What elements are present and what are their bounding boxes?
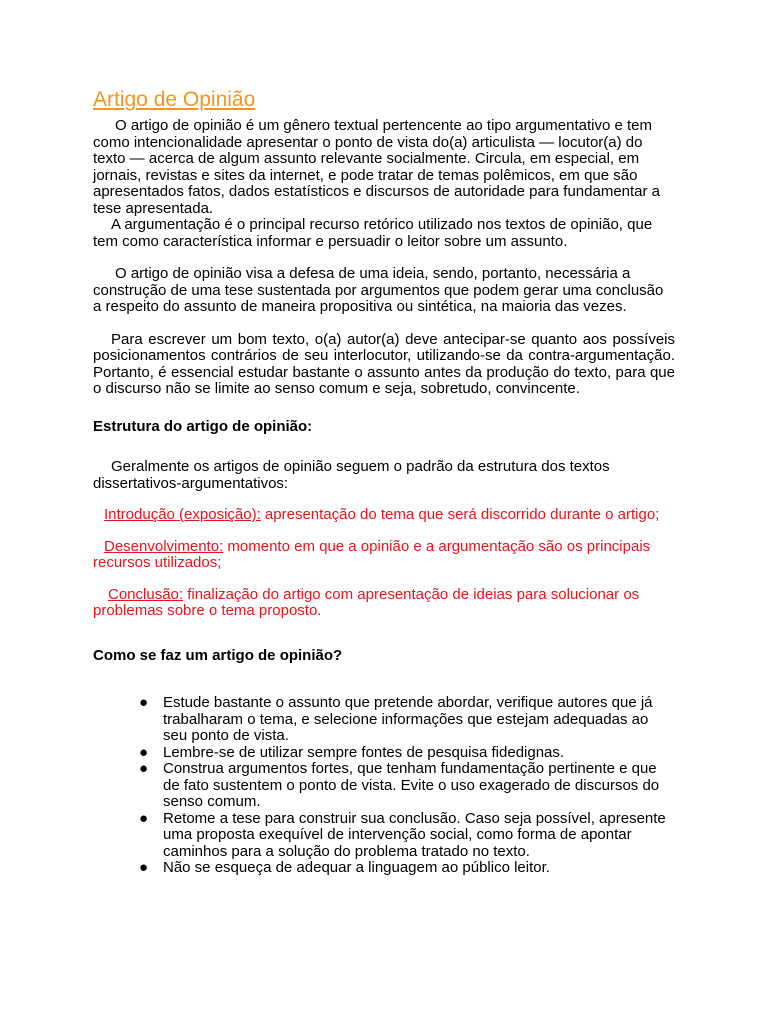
bullet-icon: ● xyxy=(139,760,149,777)
list-item-text: Não se esqueça de adequar a linguagem ao público leitor. xyxy=(163,859,550,876)
list-item xyxy=(93,811,675,861)
structure-heading: Estrutura do artigo de opinião: xyxy=(93,417,313,435)
structure-item-desenvolvimento xyxy=(93,539,675,572)
structure-item-conclusao xyxy=(93,587,675,620)
howto-heading: Como se faz um artigo de opinião? xyxy=(93,646,343,664)
bullet-icon: ● xyxy=(139,694,149,711)
list-item-text: Estude bastante o assunto que pretende abordar, verifique autores que já trabalharam o tema, e selecione informações que estejam adequadas ao seu ponto de vista. xyxy=(163,694,653,744)
paragraph-argumentation: A argumentação é o principal recurso retórico utilizado nos textos de opinião, que tem como característica informar e persuadir o leitor sobre um assunto. xyxy=(93,216,653,250)
structure-intro: Geralmente os artigos de opinião seguem o padrão da estrutura dos textos dissertativos-argumentativos: xyxy=(93,458,610,492)
structure-item-text: apresentação do tema que será discorrido durante o artigo; xyxy=(260,506,660,523)
bullet-icon: ● xyxy=(139,809,149,827)
list-item xyxy=(93,695,675,745)
paragraph-writing: Para escrever um bom texto, o(a) autor(a) deve antecipar-se quanto aos possíveis posicionamentos contrários de seu interlocutor, utilizando-se da contra-argumentação. Portanto, é essencial estudar bastante o assunto antes da produção do texto, para que o discurso não se limite ao senso comum e seja, sobretudo, convincente. xyxy=(93,330,675,397)
list-item-text: Retome a tese para construir sua conclusão. Caso seja possível, apresente uma proposta exequível de intervenção social, como forma de apontar caminhos para a solução do problema tratado no texto. xyxy=(163,809,666,860)
bullet-icon: ● xyxy=(139,859,149,876)
list-item-text: Construa argumentos fortes, que tenham fundamentação pertinente e que de fato sustentem o ponto de vista. Evite o uso exagerado de discursos do senso comum. xyxy=(163,760,660,810)
structure-item-text: momento em que a opinião e a argumentação são os principais recursos utilizados; xyxy=(93,537,651,571)
structure-item-label: Introdução (exposição): xyxy=(104,506,261,523)
list-item xyxy=(93,745,675,762)
list-item xyxy=(93,860,675,877)
bullet-icon: ● xyxy=(139,743,149,761)
page-title: Artigo de Opinião xyxy=(93,88,256,111)
structure-item-label: Desenvolvimento: xyxy=(104,537,224,555)
list-item xyxy=(93,761,675,811)
document-content xyxy=(93,86,675,877)
structure-item-text: finalização do artigo com apresentação de ideias para solucionar os problemas sobre o tema proposto. xyxy=(93,585,640,619)
paragraph-thesis: O artigo de opinião visa a defesa de uma ideia, sendo, portanto, necessária a construção de uma tese sustentada por argumentos que podem gerar uma conclusão a respeito do assunto de maneira propositiva ou sintética, na maioria das vezes. xyxy=(93,265,664,315)
list-item-text: Lembre-se de utilizar sempre fontes de pesquisa fidedignas. xyxy=(163,743,565,761)
howto-list xyxy=(93,695,675,877)
structure-item-label: Conclusão: xyxy=(108,585,184,603)
paragraph-intro: O artigo de opinião é um gênero textual pertencente ao tipo argumentativo e tem como intencionalidade apresentar o ponto de vista do(a) articulista — locutor(a) do texto — acerca de algum assunto relevante socialmente. Circula, em especial, em jornais, revistas e sites da internet, e pode tratar de temas polêmicos, em que são apresentados fatos, dados estatísticos e discursos de autoridade para fundamentar a tese apresentada. xyxy=(93,117,661,217)
structure-item-introducao xyxy=(93,507,675,524)
